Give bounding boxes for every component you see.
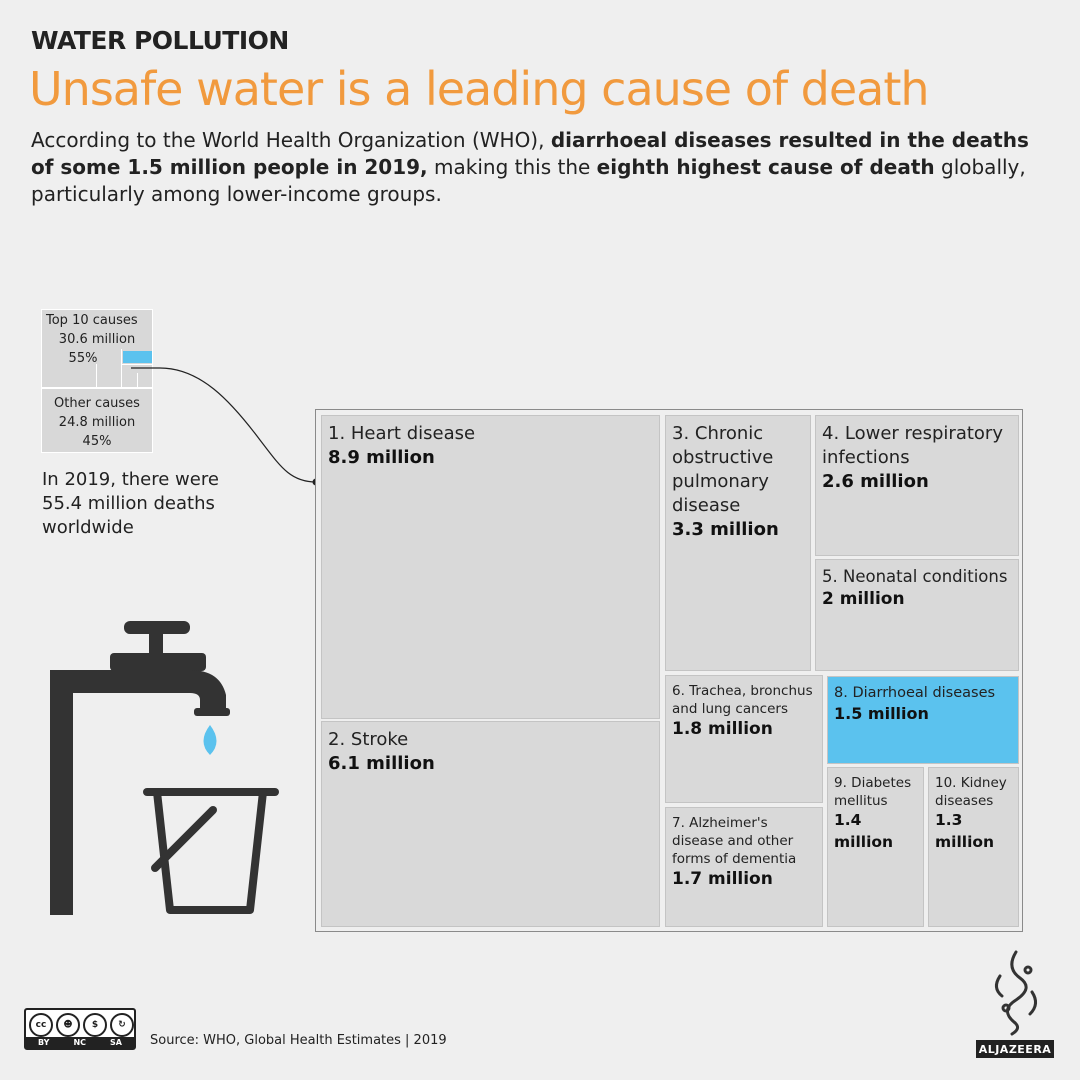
treemap-value-9: 1.4 million: [834, 811, 894, 851]
treemap-label-3: 3. Chronic obstructive pulmonary disease: [672, 423, 774, 516]
treemap-cell-10: [928, 767, 1019, 927]
brand-name: ALJAZEERA: [976, 1040, 1054, 1058]
treemap-label-1: 1. Heart disease: [328, 423, 476, 444]
cc-license-badge: [24, 1008, 136, 1050]
treemap-value-10: 1.3 million: [935, 811, 995, 851]
section-kicker: WATER POLLUTION: [31, 26, 289, 55]
treemap-label-4: 4. Lower respiratory infections: [822, 423, 1003, 468]
license-tag-sa: SA: [110, 1038, 122, 1047]
treemap-value-7: 1.7 million: [672, 869, 773, 889]
treemap-label-7: 7. Alzheimer's disease and other forms of dementia: [672, 815, 797, 867]
sa-icon: ↻: [110, 1013, 134, 1037]
treemap-value-6: 1.8 million: [672, 719, 773, 739]
top-causes-value: 30.6 million: [58, 332, 136, 347]
treemap-label-6: 6. Trachea, bronchus and lung cancers: [672, 683, 813, 717]
treemap-value-5: 2 million: [822, 589, 905, 609]
treemap-label-10: 10. Kidney diseases: [935, 775, 1007, 809]
treemap-cell-5: [815, 559, 1019, 671]
other-causes-label: Other causes: [54, 396, 140, 411]
page-title: Unsafe water is a leading cause of death: [29, 62, 929, 116]
source-note: Source: WHO, Global Health Estimates | 2019: [150, 1033, 447, 1048]
treemap-cell-8: [827, 676, 1019, 764]
treemap-value-3: 3.3 million: [672, 519, 779, 540]
total-deaths-note: In 2019, there were 55.4 million deaths worldwide: [42, 469, 219, 538]
other-causes-share: 45%: [82, 434, 112, 449]
top-causes-label: Top 10 causes: [46, 313, 138, 328]
treemap-value-4: 2.6 million: [822, 471, 929, 492]
treemap-cell-3: [665, 415, 811, 671]
by-icon: ☻: [56, 1013, 80, 1037]
intro-text: According to the World Health Organization (WHO), diarrhoeal diseases resulted in the deaths of some 1.5 million people in 2019, making this the eighth highest cause of death globally, particularly among lower-income groups.: [31, 128, 1029, 206]
aljazeera-calligraphy-icon: [976, 948, 1054, 1036]
treemap-cell-2: [321, 721, 660, 927]
treemap-value-2: 6.1 million: [328, 753, 435, 774]
tap-bucket-icon: [40, 615, 290, 925]
treemap-label-9: 9. Diabetes mellitus: [834, 775, 912, 809]
treemap-label-5: 5. Neonatal conditions: [822, 567, 1008, 586]
top-causes-share: 55%: [68, 351, 98, 366]
treemap-label-2: 2. Stroke: [328, 729, 409, 750]
treemap-label-8: 8. Diarrhoeal diseases: [834, 685, 996, 701]
license-tag-nc: NC: [73, 1038, 87, 1047]
treemap-cell-4: [815, 415, 1019, 556]
treemap-value-1: 8.9 million: [328, 447, 435, 468]
treemap-cell-1: [321, 415, 660, 719]
treemap-cell-6: [665, 675, 823, 803]
treemap-cell-9: [827, 767, 924, 927]
aljazeera-logo: [976, 948, 1054, 1058]
license-tag-by: BY: [38, 1038, 50, 1047]
treemap-chart: [315, 409, 1023, 932]
treemap-cell-7: [665, 807, 823, 927]
other-causes-value: 24.8 million: [58, 415, 136, 430]
nc-icon: $: [83, 1013, 107, 1037]
cc-icon: cc: [29, 1013, 53, 1037]
treemap-value-8: 1.5 million: [834, 704, 929, 723]
